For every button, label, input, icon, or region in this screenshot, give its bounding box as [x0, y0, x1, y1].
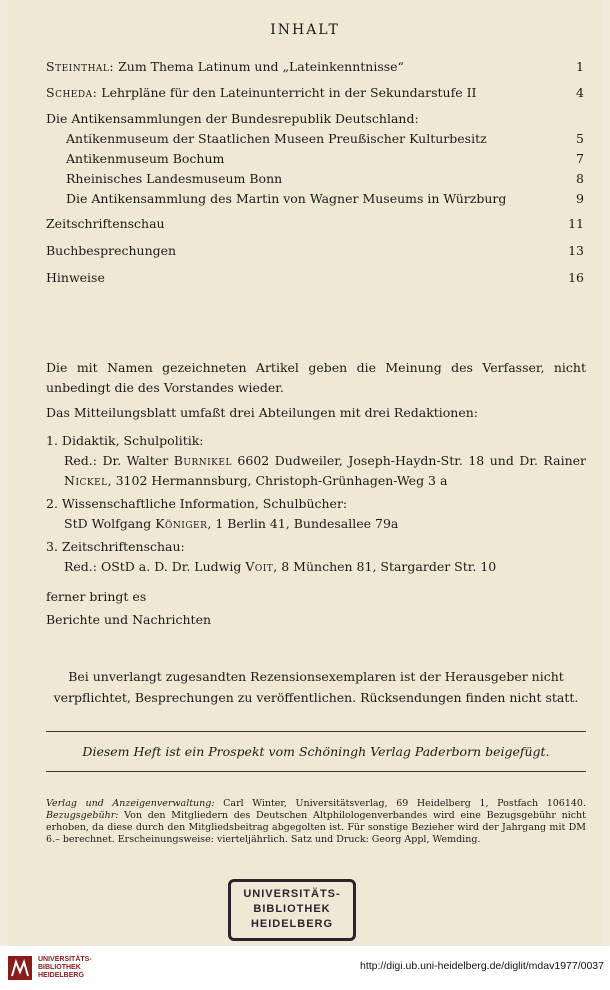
toc-entry [46, 215, 586, 233]
disclaimer-paragraph: Die mit Namen gezeichneten Artikel geben die Meinung des Verfasser, nicht unbedingt die des Vorstandes wieder. [46, 360, 586, 395]
toc-entry [46, 269, 586, 287]
toc-entry [46, 242, 586, 260]
section-wissenschaft [46, 494, 586, 534]
toc-page: 9 [576, 191, 584, 206]
editor-name: Burnikel [173, 453, 232, 468]
section-number: 3. [46, 539, 58, 554]
toc-entry [46, 110, 586, 128]
library-stamp: UNIVERSITÄTS- BIBLIOTHEK HEIDELBERG [228, 879, 356, 941]
toc-author: Steinthal: [46, 59, 115, 74]
editor-name: Nickel [64, 473, 108, 488]
toc-entry [46, 84, 586, 102]
review-copies-notice: Bei unverlangt zugesandten Rezensionsexemplaren ist der Herausgeber nicht verpflichtet, Besprechungen zu veröffentlichen. Rücksendungen finden nicht statt. [53, 669, 579, 705]
section-editor: StD Wolfgang Königer, 1 Berlin 41, Bundesallee 79a [64, 516, 399, 531]
source-url-link[interactable]: http://digi.ub.uni-heidelberg.de/diglit/mdav1977/0037 [359, 960, 604, 972]
toc-title: Zum Thema Latinum und „Lateinkenntnisse“ [114, 59, 404, 74]
toc-page: 1 [576, 59, 584, 74]
divider-bottom [46, 771, 586, 772]
toc-page: 5 [576, 131, 584, 146]
fee-label: Bezugsgebühr: [46, 810, 119, 821]
table-of-contents [46, 58, 586, 298]
berichte-line: Berichte und Nachrichten [46, 612, 212, 627]
section-editor: Red.: OStD a. D. Dr. Ludwig Voit, 8 München 81, Stargarder Str. 10 [64, 559, 497, 574]
section-number: 2. [46, 496, 58, 511]
toc-title: Lehrpläne für den Lateinunterricht in der Sekundarstufe II [97, 85, 477, 100]
toc-author: Scheda: [46, 85, 98, 100]
ferner-line: ferner bringt es [46, 589, 147, 604]
library-name: UNIVERSITÄTS- BIBLIOTHEK HEIDELBERG [38, 956, 92, 979]
toc-page: 13 [568, 243, 584, 258]
toc-title: Rheinisches Landesmuseum Bonn [66, 171, 283, 186]
insert-notice: Diesem Heft ist ein Prospekt vom Schöningh Verlag Paderborn beigefügt. [82, 744, 550, 759]
toc-title: Die Antikensammlungen der Bundesrepublik Deutschland: [46, 111, 419, 126]
section-title: Didaktik, Schulpolitik: [61, 433, 204, 448]
editor-name: Königer [155, 516, 208, 531]
toc-page: 8 [576, 171, 584, 186]
toc-title: Antikenmuseum Bochum [66, 151, 225, 166]
library-logo-icon [6, 954, 34, 982]
toc-page: 16 [568, 270, 584, 285]
publisher-label: Verlag und Anzeigenverwaltung: [46, 798, 215, 809]
section-didaktik [46, 431, 586, 491]
page-heading: INHALT [270, 22, 340, 38]
sections-intro: Das Mitteilungsblatt umfaßt drei Abteilungen mit drei Redaktionen: [46, 405, 479, 420]
toc-entry [46, 130, 586, 148]
toc-page: 11 [568, 216, 584, 231]
viewer-footer [0, 946, 610, 990]
section-zeitschriftenschau [46, 537, 586, 577]
toc-title: Hinweise [46, 270, 105, 285]
toc-page: 7 [576, 151, 584, 166]
toc-title: Buchbesprechungen [46, 243, 177, 258]
toc-page: 4 [576, 85, 584, 100]
publisher-info: Verlag und Anzeigenverwaltung: Carl Winter, Universitätsverlag, 69 Heidelberg 1, Postfach 106140. Bezugsgebühr: Von den Mitgliedern des Deutschen Altphilologenverbandes wird eine Bezugsgebühr nicht erhoben, da diese durch den Mitgliedsbeitrag abgegolten ist. Für sonstige Bezieher wird der Jahrgang mit DM 6.– berechnet. Erscheinungsweise: vierteljährlich. Satz und Druck: Georg Appl, Wemding. [46, 798, 586, 845]
toc-title: Die Antikensammlung des Martin von Wagner Museums in Würzburg [66, 191, 507, 206]
section-number: 1. [46, 433, 58, 448]
toc-title: Antikenmuseum der Staatlichen Museen Preußischer Kulturbesitz [66, 131, 487, 146]
divider-top [46, 731, 586, 732]
toc-entry [46, 190, 586, 208]
toc-entry [46, 58, 586, 76]
section-editor: Red.: Dr. Walter Burnikel 6602 Dudweiler, Joseph-Haydn-Str. 18 und Dr. Rainer Nickel, 3102 Hermannsburg, Christoph-Grünhagen-Weg 3 a [64, 453, 587, 488]
editor-name: Voit [245, 559, 274, 574]
toc-entry [46, 150, 586, 168]
toc-title: Zeitschriftenschau [46, 216, 165, 231]
section-title: Wissenschaftliche Information, Schulbücher: [61, 496, 348, 511]
section-title: Zeitschriftenschau: [61, 539, 185, 554]
toc-entry [46, 170, 586, 188]
